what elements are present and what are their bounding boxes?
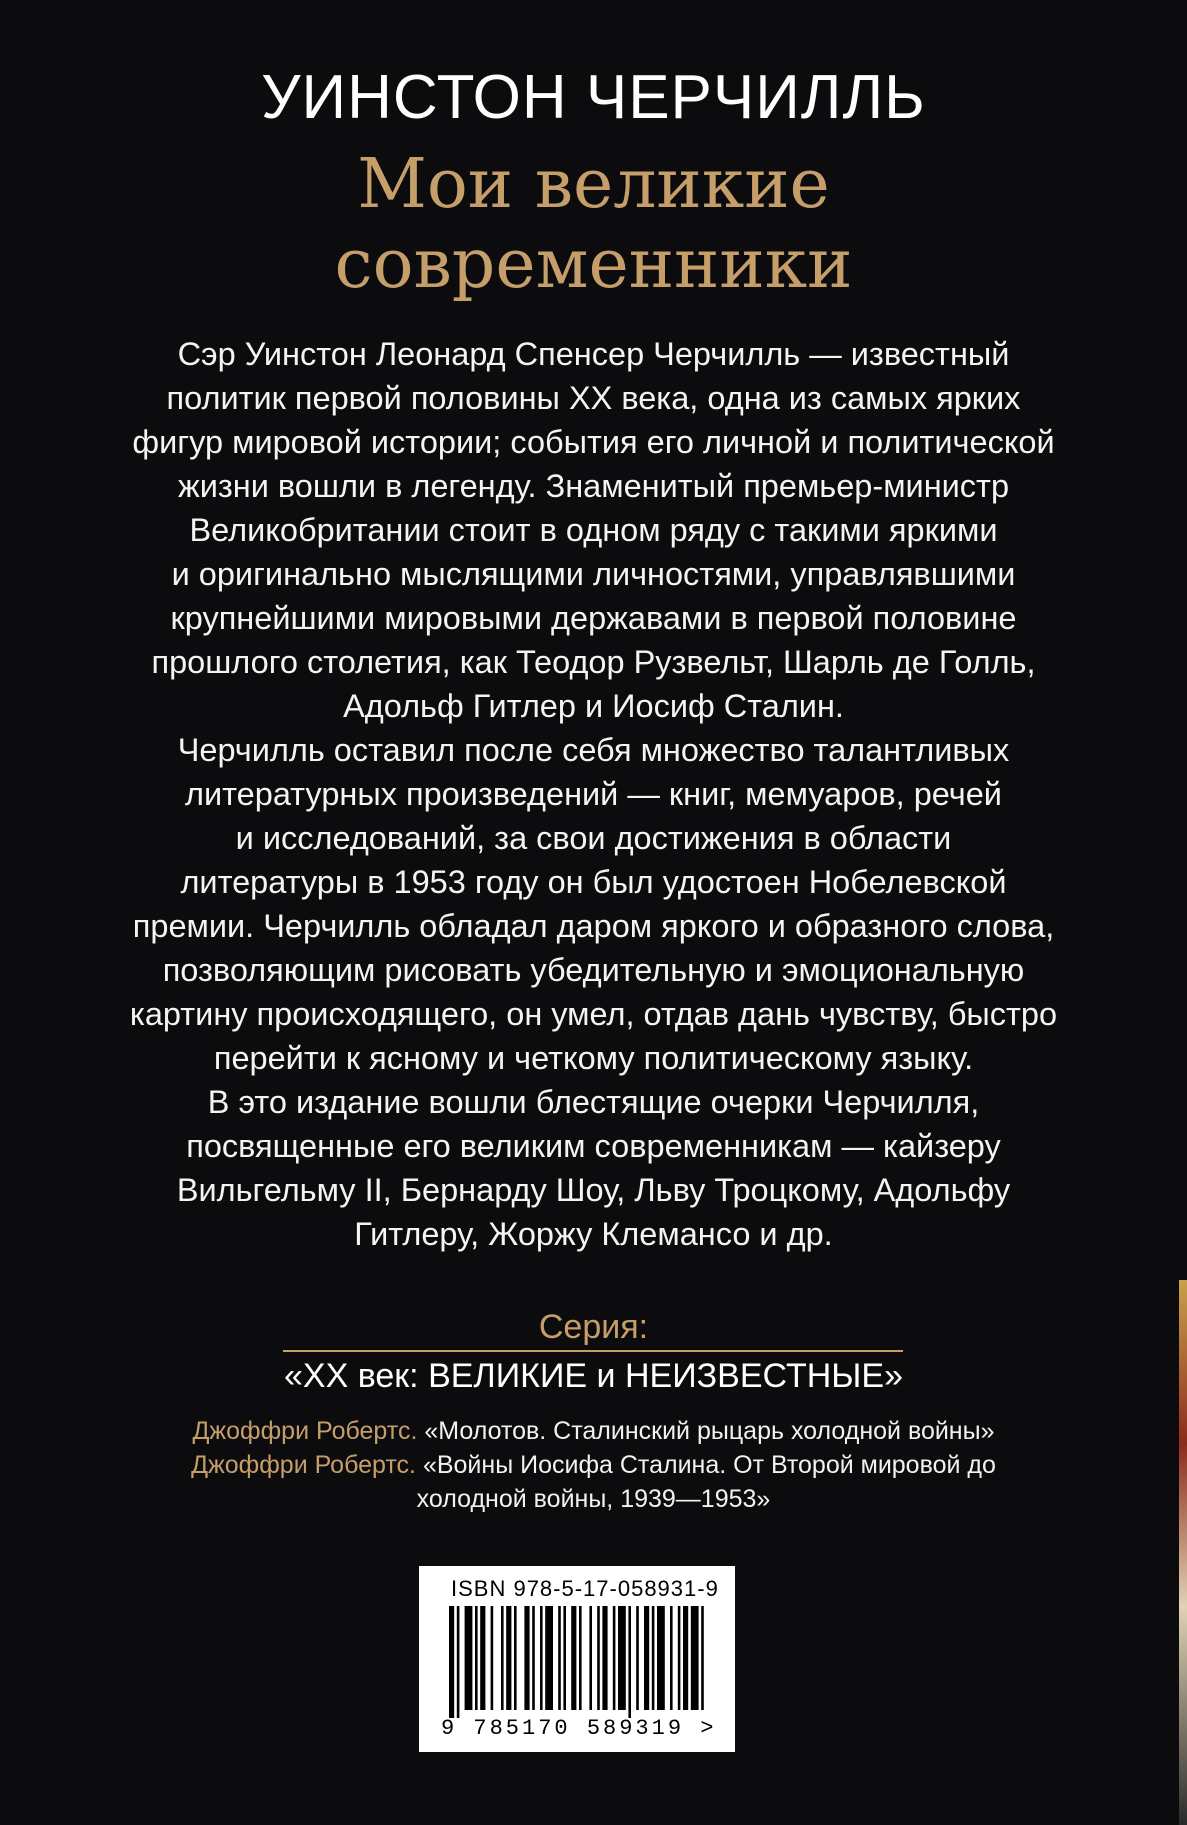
related-book-item — [100, 1414, 1087, 1448]
description-line: В это издание вошли блестящие очерки Черчилля, — [207, 1084, 980, 1120]
book-title-line: Мои великие — [357, 145, 830, 224]
related-books — [100, 1414, 1087, 1516]
related-book-author: Джоффри Робертс. — [191, 1451, 416, 1479]
description-line: крупнейшими мировыми державами в первой половине — [170, 600, 1017, 636]
related-book-title-continuation: холодной войны, 1939—1953» — [416, 1485, 771, 1513]
barcode-bar — [563, 1606, 566, 1710]
barcode-bar — [524, 1606, 529, 1710]
barcode-bar — [597, 1606, 600, 1710]
barcode-bar — [602, 1606, 607, 1710]
description-line: перейти к ясному и четкому политическому языку. — [213, 1040, 974, 1076]
barcode-bar — [545, 1606, 553, 1710]
barcode-bar — [683, 1606, 688, 1710]
barcode-bar — [670, 1606, 673, 1710]
barcode-bar — [678, 1606, 681, 1710]
barcode-bar — [579, 1606, 582, 1710]
related-book-title: «Молотов. Сталинский рыцарь холодной войны» — [417, 1417, 995, 1445]
barcode-bar — [491, 1606, 494, 1710]
description-line: посвященные его великим современникам — кайзеру — [186, 1128, 1001, 1164]
description-line: литературных произведений — книг, мемуаров, речей — [185, 776, 1002, 812]
barcode-bar — [532, 1606, 535, 1710]
series-divider — [283, 1350, 903, 1352]
series-name: «XX век: ВЕЛИКИЕ и НЕИЗВЕСТНЫЕ» — [284, 1357, 903, 1395]
description-line: Вильгельму II, Бернарду Шоу, Льву Троцкому, Адольфу — [176, 1172, 1011, 1208]
barcode-bar — [628, 1606, 631, 1718]
barcode-bar — [657, 1606, 665, 1710]
barcode-bar — [644, 1606, 649, 1710]
barcode-bar — [618, 1606, 626, 1710]
description-line: Черчилль оставил после себя множество талантливых — [177, 732, 1010, 768]
barcode-bar — [449, 1606, 454, 1718]
barcode-bar — [701, 1606, 704, 1710]
description-line: Адольф Гитлер и Иосиф Сталин. — [343, 688, 844, 724]
description-line: жизни вошли в легенду. Знаменитый премьер-министр — [177, 468, 1010, 504]
barcode-bar — [465, 1606, 473, 1710]
barcode-bar — [514, 1606, 517, 1710]
description-line: позволяющим рисовать убедительную и эмоциональную — [162, 952, 1025, 988]
barcode-bar — [540, 1606, 543, 1710]
description-line: Великобритании стоит в одном ряду с такими яркими — [189, 512, 998, 548]
barcode-bar — [558, 1606, 561, 1710]
description-line: литературы в 1953 году он был удостоен Нобелевской — [180, 864, 1007, 900]
description-line: и оригинально мыслящими личностями, управлявшими — [171, 556, 1016, 592]
barcode-panel — [419, 1566, 735, 1752]
description-line: фигур мировой истории; события его личной и политической — [132, 424, 1055, 460]
book-title-line: современники — [334, 225, 853, 304]
related-book-title: «Войны Иосифа Сталина. От Второй мировой до — [416, 1451, 996, 1479]
barcode-bar — [691, 1606, 699, 1710]
description-line: политик первой половины XX века, одна из самых ярких — [166, 380, 1021, 416]
description-line: Сэр Уинстон Леонард Спенсер Черчилль — известный — [177, 336, 1010, 372]
series-label: Серия: — [538, 1308, 649, 1346]
barcode-bar — [589, 1606, 592, 1710]
barcode-bar — [506, 1606, 511, 1710]
barcode-bar — [571, 1606, 576, 1710]
barcode-bar — [613, 1606, 616, 1710]
barcode-bar — [475, 1606, 478, 1710]
barcode-icon — [449, 1606, 705, 1718]
book-description — [60, 332, 1127, 1256]
barcode-digits: 9 785170 589319 > — [441, 1716, 717, 1741]
book-author: УИНСТОН ЧЕРЧИЛЛЬ — [261, 63, 926, 132]
barcode-bar — [457, 1606, 460, 1718]
description-line: премии. Черчилль обладал даром яркого и образного слова, — [132, 908, 1055, 944]
barcode-bar — [501, 1606, 504, 1710]
isbn-number: ISBN 978-5-17-058931-9 — [451, 1576, 719, 1601]
related-book-author: Джоффри Робертс. — [192, 1417, 418, 1445]
barcode-bar — [636, 1606, 639, 1710]
barcode-bar — [480, 1606, 485, 1710]
barcode-bar — [652, 1606, 655, 1710]
description-line: и исследований, за свои достижения в области — [235, 820, 952, 856]
book-title — [0, 145, 1187, 305]
related-book-item — [100, 1448, 1087, 1482]
description-line: картину происходящего, он умел, отдав дань чувству, быстро — [129, 996, 1058, 1032]
description-line: прошлого столетия, как Теодор Рузвельт, Шарль де Голль, — [151, 644, 1036, 680]
description-line: Гитлеру, Жоржу Клемансо и др. — [354, 1216, 833, 1252]
